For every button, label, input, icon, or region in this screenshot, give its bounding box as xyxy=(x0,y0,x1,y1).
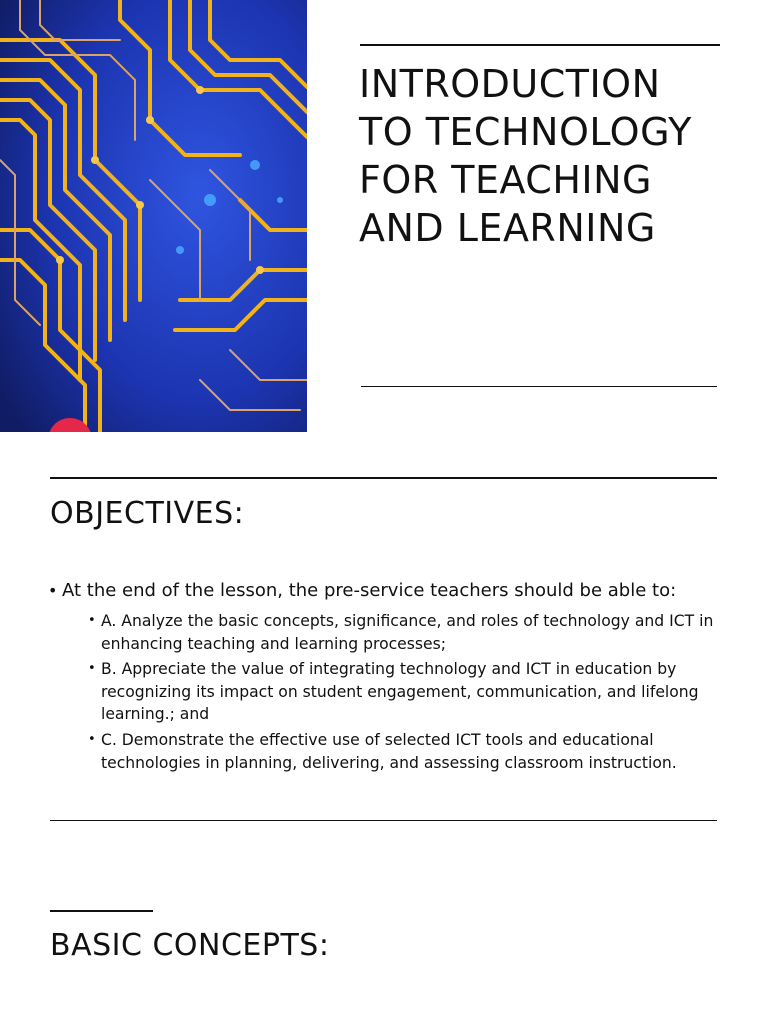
basic-concepts-rule xyxy=(50,910,153,912)
basic-concepts-heading: BASIC CONCEPTS: xyxy=(50,928,330,963)
circuit-board-image xyxy=(0,0,307,432)
objective-item-a: • A. Analyze the basic concepts, significance, and roles of technology and ICT in enhancing teaching and learning processes; xyxy=(88,610,728,655)
objectives-sub-list xyxy=(62,610,728,774)
objectives-bottom-rule xyxy=(50,820,717,821)
title-top-rule xyxy=(360,44,720,46)
objectives-intro-text: At the end of the lesson, the pre-service teachers should be able to: xyxy=(62,580,677,601)
objectives-top-rule xyxy=(50,477,717,479)
objective-item-b: • B. Appreciate the value of integrating technology and ICT in education by recognizing its impact on student engagement, communication, and lifelong learning.; and xyxy=(88,658,728,726)
title-bottom-rule xyxy=(361,386,717,387)
objectives-intro-item xyxy=(48,578,728,774)
objective-item-c: • C. Demonstrate the effective use of selected ICT tools and educational technologies in planning, delivering, and assessing classroom instruction. xyxy=(88,729,728,774)
page-title: INTRODUCTION TO TECHNOLOGY FOR TEACHING AND LEARNING xyxy=(359,62,692,250)
objectives-heading: OBJECTIVES: xyxy=(50,496,245,531)
objectives-list xyxy=(48,578,728,777)
